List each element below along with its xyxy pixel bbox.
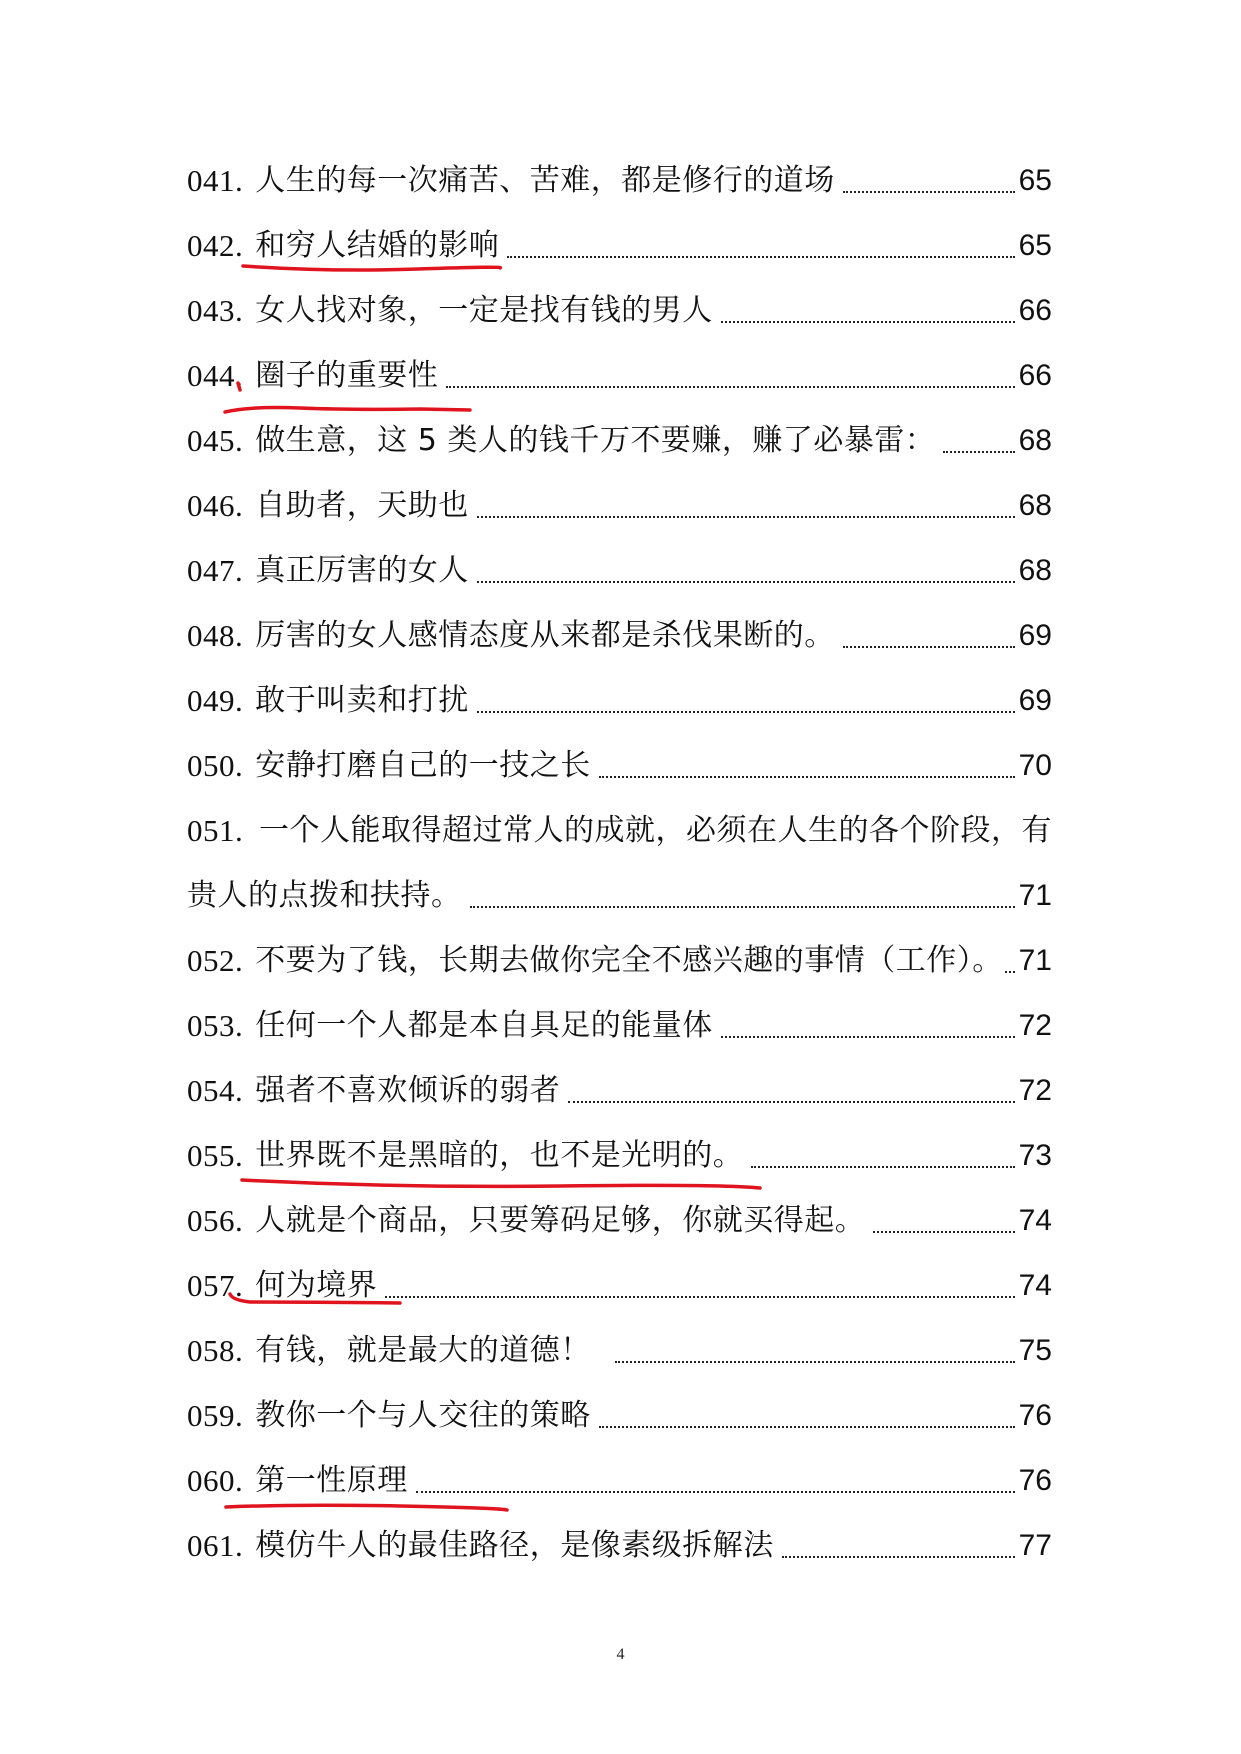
toc-title: 人生的每一次痛苦、苦难，都是修行的道场 — [255, 162, 835, 198]
toc-page: 66 — [1018, 293, 1052, 327]
toc-entry-051-continued[interactable] — [187, 863, 1052, 928]
toc-leader-dots — [599, 774, 1015, 778]
toc-title: 何为境界 — [255, 1267, 378, 1303]
toc-page: 72 — [1018, 1008, 1052, 1042]
toc-entry-050[interactable] — [187, 733, 1052, 798]
toc-page: 74 — [1018, 1203, 1052, 1237]
toc-page: 69 — [1018, 683, 1052, 717]
toc-leader-dots — [446, 384, 1014, 388]
toc-number: 055. — [187, 1138, 244, 1173]
toc-leader-dots — [477, 514, 1015, 518]
toc-title: 人就是个商品，只要筹码足够，你就买得起。 — [255, 1202, 866, 1238]
toc-page: 66 — [1018, 358, 1052, 392]
toc-entry-046[interactable] — [187, 473, 1052, 538]
toc-entry-057[interactable] — [187, 1253, 1052, 1318]
toc-page: 68 — [1018, 423, 1052, 457]
toc-entry-054[interactable] — [187, 1058, 1052, 1123]
toc-entry-047[interactable] — [187, 538, 1052, 603]
toc-entry-041[interactable] — [187, 148, 1052, 213]
toc-page: 71 — [1018, 878, 1052, 912]
toc-entry-048[interactable] — [187, 603, 1052, 668]
toc-title: 敢于叫卖和打扰 — [255, 682, 469, 718]
toc-leader-dots — [721, 319, 1015, 323]
toc-title-line-1: 一个人能取得超过常人的成就，必须在人生的各个阶段，有 — [259, 812, 1052, 848]
toc-entry-059[interactable] — [187, 1383, 1052, 1448]
toc-title-line-2: 贵人的点拨和扶持。 — [187, 877, 462, 913]
toc-page: 74 — [1018, 1268, 1052, 1302]
toc-number: 054. — [187, 1073, 244, 1108]
toc-number: 047. — [187, 553, 244, 588]
toc-leader-dots — [416, 1489, 1015, 1493]
toc-entry-049[interactable] — [187, 668, 1052, 733]
page-number: 4 — [616, 1646, 625, 1663]
toc-entry-056[interactable] — [187, 1188, 1052, 1253]
toc-leader-dots — [782, 1554, 1015, 1558]
toc-leader-dots — [507, 254, 1014, 258]
toc-title: 做生意，这 5 类人的钱千万不要赚，赚了必暴雷： — [255, 422, 936, 458]
toc-leader-dots — [721, 1034, 1015, 1038]
toc-title: 安静打磨自己的一技之长 — [255, 747, 591, 783]
toc-leader-dots — [477, 709, 1015, 713]
toc-title: 有钱，就是最大的道德！ — [255, 1332, 591, 1368]
toc-number: 045. — [187, 423, 244, 458]
toc-entry-058[interactable] — [187, 1318, 1052, 1383]
toc-number: 044. — [187, 358, 244, 393]
toc-page: 65 — [1018, 228, 1052, 262]
toc-page: 71 — [1018, 943, 1052, 977]
toc-title: 女人找对象，一定是找有钱的男人 — [255, 292, 713, 328]
toc-title: 任何一个人都是本自具足的能量体 — [255, 1007, 713, 1043]
toc-leader-dots — [470, 904, 1015, 908]
toc-number: 042. — [187, 228, 244, 263]
toc-number: 060. — [187, 1463, 244, 1498]
toc-entry-042[interactable] — [187, 213, 1052, 278]
toc-leader-dots — [751, 1164, 1014, 1168]
toc-title: 第一性原理 — [255, 1462, 408, 1498]
toc-page: 68 — [1018, 488, 1052, 522]
toc-title: 厉害的女人感情态度从来都是杀伐果断的。 — [255, 617, 835, 653]
toc-number: 059. — [187, 1398, 244, 1433]
toc-leader-dots — [615, 1359, 1015, 1363]
toc-entry-044[interactable] — [187, 343, 1052, 408]
toc-entry-053[interactable] — [187, 993, 1052, 1058]
toc-number: 051. — [187, 813, 244, 848]
toc-leader-dots — [843, 189, 1015, 193]
toc-page: 76 — [1018, 1463, 1052, 1497]
toc-leader-dots — [873, 1229, 1014, 1233]
toc-number: 043. — [187, 293, 244, 328]
toc-title: 和穷人结婚的影响 — [255, 227, 500, 263]
toc-number: 048. — [187, 618, 244, 653]
toc-title: 强者不喜欢倾诉的弱者 — [255, 1072, 561, 1108]
toc-title: 圈子的重要性 — [255, 357, 439, 393]
toc-entry-043[interactable] — [187, 278, 1052, 343]
toc-leader-dots — [943, 449, 1014, 453]
toc-number: 057. — [187, 1268, 244, 1303]
toc-title: 模仿牛人的最佳路径，是像素级拆解法 — [255, 1527, 774, 1563]
toc-page: 65 — [1018, 163, 1052, 197]
toc-number: 052. — [187, 943, 244, 978]
toc-number: 041. — [187, 163, 244, 198]
toc-title: 世界既不是黑暗的，也不是光明的。 — [255, 1137, 744, 1173]
toc-number: 050. — [187, 748, 244, 783]
toc-page: 68 — [1018, 553, 1052, 587]
toc-page: 73 — [1018, 1138, 1052, 1172]
toc-entry-061[interactable] — [187, 1513, 1052, 1578]
toc-leader-dots — [568, 1099, 1014, 1103]
toc-page: 77 — [1018, 1528, 1052, 1562]
toc-number: 053. — [187, 1008, 244, 1043]
toc-entry-051[interactable] — [187, 798, 1052, 863]
toc-page: 72 — [1018, 1073, 1052, 1107]
toc-title: 不要为了钱，长期去做你完全不感兴趣的事情（工作）。 — [255, 942, 1003, 978]
toc-leader-dots — [843, 644, 1015, 648]
toc-title: 教你一个与人交往的策略 — [255, 1397, 591, 1433]
toc-number: 058. — [187, 1333, 244, 1368]
toc-page: 69 — [1018, 618, 1052, 652]
toc-page: 76 — [1018, 1398, 1052, 1432]
toc-title: 自助者，天助也 — [255, 487, 469, 523]
toc-title: 真正厉害的女人 — [255, 552, 469, 588]
toc-page: 75 — [1018, 1333, 1052, 1367]
toc-leader-dots — [599, 1424, 1015, 1428]
toc-number: 056. — [187, 1203, 244, 1238]
toc-number: 046. — [187, 488, 244, 523]
toc-page: 70 — [1018, 748, 1052, 782]
toc-number: 049. — [187, 683, 244, 718]
toc-entry-045[interactable] — [187, 408, 1052, 473]
toc-entry-055[interactable] — [187, 1123, 1052, 1188]
toc-entry-052[interactable] — [187, 928, 1052, 993]
toc-entry-060[interactable] — [187, 1448, 1052, 1513]
toc-leader-dots — [1005, 969, 1015, 973]
toc-number: 061. — [187, 1528, 244, 1563]
toc-leader-dots — [385, 1294, 1014, 1298]
toc-leader-dots — [477, 579, 1015, 583]
table-of-contents — [187, 148, 1052, 1578]
